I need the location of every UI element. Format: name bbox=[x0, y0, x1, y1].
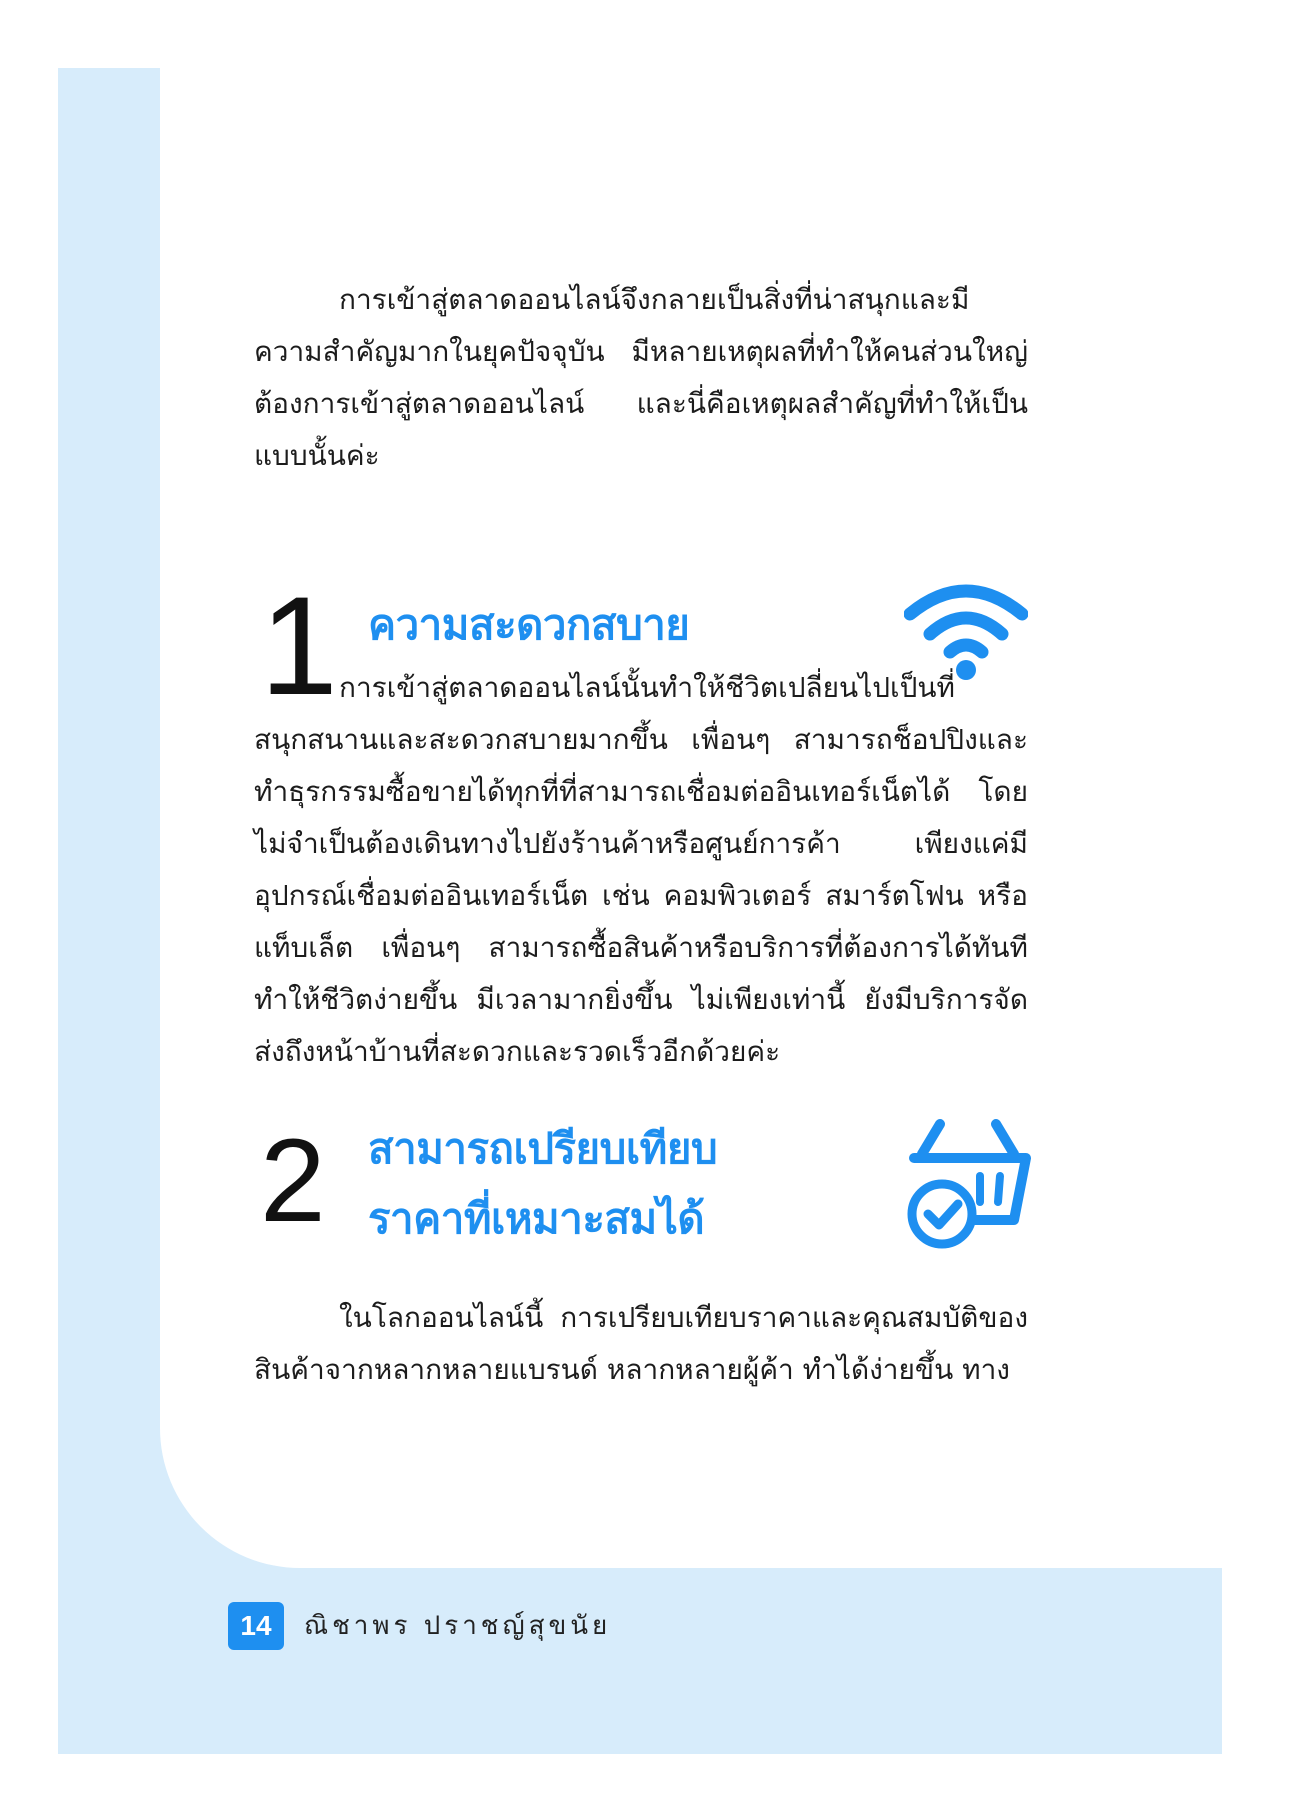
intro-paragraph: การเข้าสู่ตลาดออนไลน์จึงกลายเป็นสิ่งที่น่าสนุกและมีความสำคัญมากในยุคปัจจุบัน มีหลายเหตุผลที่ทำให้คนส่วนใหญ่ต้องการเข้าสู่ตลาดออนไลน์ และนี่คือเหตุผลสำคัญที่ทำให้เป็นแบบนั้นค่ะ bbox=[254, 283, 1028, 472]
section-1-title: ความสะดวกสบาย bbox=[368, 600, 690, 649]
section-2-header bbox=[254, 1114, 1028, 1274]
section-2-title bbox=[368, 1114, 717, 1254]
section-2-title-line1: สามารถเปรียบเทียบ bbox=[368, 1124, 718, 1173]
page-number-badge: 14 bbox=[228, 1602, 284, 1650]
shopping-basket-check-icon bbox=[904, 1114, 1034, 1258]
section-1-number: 1 bbox=[260, 567, 338, 724]
section-1-body: การเข้าสู่ตลาดออนไลน์นั้นทำให้ชีวิตเปลี่ยนไปเป็นที่สนุกสนานและสะดวกสบายมากขึ้น เพื่อนๆ สามารถช็อปปิงและทำธุรกรรมซื้อขายได้ทุกที่ที่สามารถเชื่อมต่ออินเทอร์เน็ตได้ โดยไม่จำเป็นต้องเดินทางไปยังร้านค้าหรือศูนย์การค้า เพียงแค่มีอุปกรณ์เชื่อมต่ออินเทอร์เน็ต เช่น คอมพิวเตอร์ สมาร์ตโฟน หรือแท็บเล็ต เพื่อนๆ สามารถซื้อสินค้าหรือบริการที่ต้องการได้ทันที ทำให้ชีวิตง่ายขึ้น มีเวลามากยิ่งขึ้น ไม่เพียงเท่านี้ ยังมีบริการจัดส่งถึงหน้าบ้านที่สะดวกและรวดเร็วอีกด้วยค่ะ bbox=[254, 671, 1028, 1068]
page-content bbox=[254, 274, 1028, 1396]
author-name: ณิชาพร ปราชญ์สุขนัย bbox=[304, 1611, 612, 1641]
section-2-body: ในโลกออนไลน์นี้ การเปรียบเทียบราคาและคุณสมบัติของสินค้าจากหลากหลายแบรนด์ หลากหลายผู้ค้า ทำได้ง่ายขึ้น ทาง bbox=[254, 1301, 1028, 1386]
section-2-title-line2: ราคาที่เหมาะสมได้ bbox=[368, 1194, 705, 1243]
wifi-icon bbox=[904, 582, 1028, 686]
section-1-header bbox=[254, 567, 1028, 724]
section-2-number: 2 bbox=[260, 1115, 326, 1247]
